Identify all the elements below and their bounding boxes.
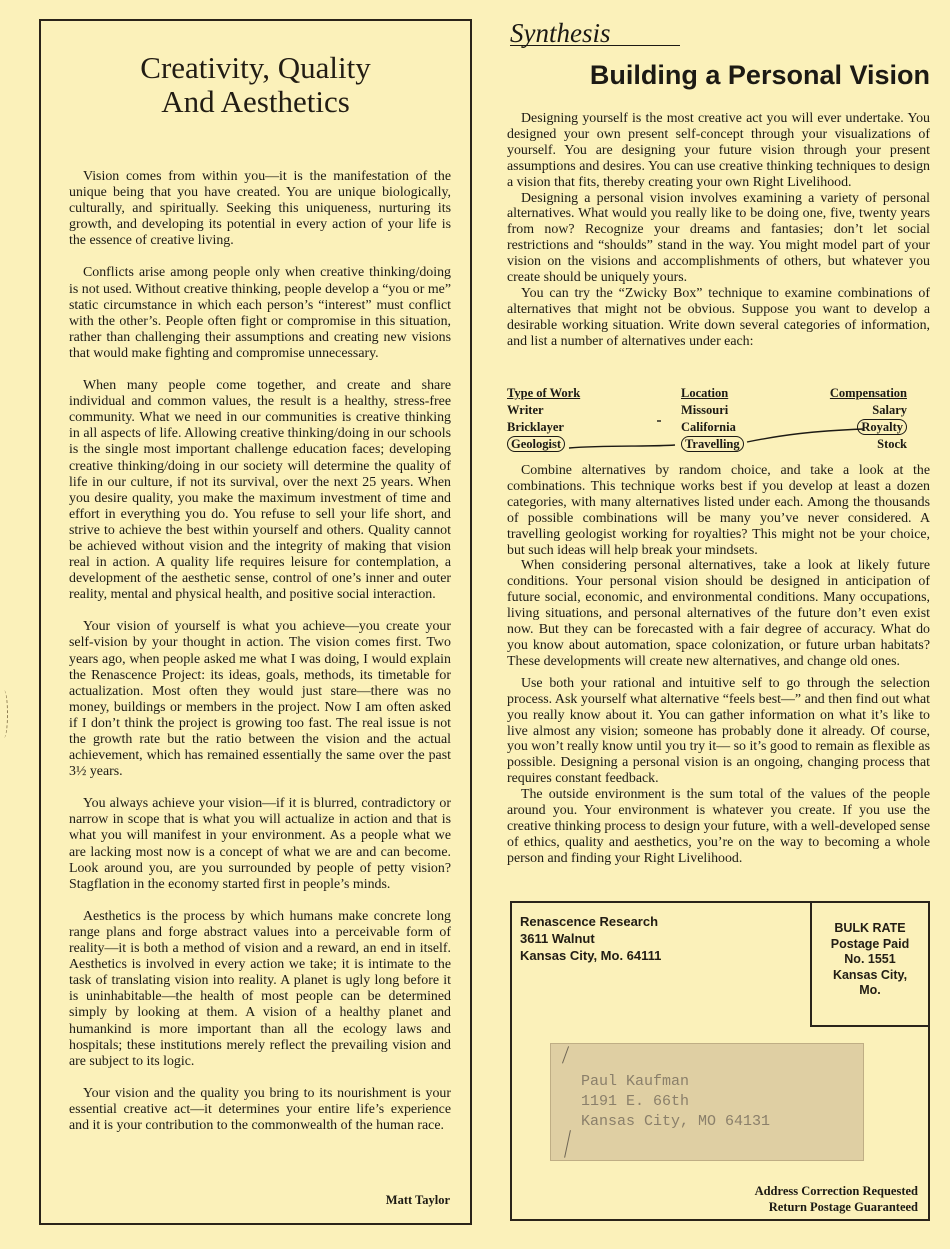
left-paragraph: Vision comes from within you—it is the manifestation of the unique being that you have created. You are unique biologically, culturally, and spiritually. Seeking this uniqueness, nurturing its growth, and developing its potential in every action of your life is the essence of creative living.: [69, 169, 451, 249]
left-paragraph: Conflicts arise among people only when creative thinking/doing is not used. Without creative thinking, people develop a “you or me” static circumstance in which each person’s “interest” must conflict with the other’s. People often fight or compromise in this situation, rather than challenging their assumptions and creating new visions that would make fighting and compromise unnecessary.: [69, 265, 451, 361]
zwicky-cell: Missouri: [681, 403, 729, 417]
recipient-street: 1191 E. 66th: [581, 1093, 690, 1110]
zwicky-cell: Writer: [507, 403, 544, 417]
right-paragraph: Designing a personal vision involves examining a variety of personal alternatives. What would you really like to be doing one, five, twenty years from now? Recognize your dreams and fantasies; don’t let social restrictions and “shoulds” stand in the way. You might model part of your vision on the visions and accomplishments of others, but whatever you create should be uniquely yours.: [507, 190, 930, 286]
left-title-line-2: And Aesthetics: [161, 84, 350, 119]
section-label: Synthesis: [510, 18, 611, 48]
zwicky-box-table: [507, 385, 907, 457]
left-paragraph: Aesthetics is the process by which humans make concrete long range plans and forge abstract values into a perceivable form of reality—it is both a method of vision and a reward, an end in itself. Aesthetics is involved in every action we take; it is intimate to the task of translating vision into reality. A planet is ugly long before it is uninhabitable—the health of most people can be determined simply by looking at them. A vision of a healthy planet and humankind is more important than all the ecology laws and hospitals; these institutions merely reflect the prevailing vision and are subject to its logic.: [69, 908, 451, 1069]
permit-line: No. 1551: [844, 952, 896, 966]
sender-name: Renascence Research: [520, 914, 659, 929]
sender-city: Kansas City, Mo. 64111: [520, 948, 662, 963]
left-article-title: [41, 51, 470, 119]
sender-street: 3611 Walnut: [520, 931, 595, 946]
pen-mark: [562, 1046, 570, 1064]
zwicky-cell: Bricklayer: [507, 420, 564, 434]
right-paragraph: You can try the “Zwicky Box” technique to examine combinations of alternatives that might not be obvious. Suppose you want to develop a desirable working situation. Write down several categories of information, and list a number of alternatives under each:: [507, 285, 930, 349]
right-article-body-top: [507, 111, 930, 350]
pen-mark: [564, 1130, 572, 1158]
zwicky-cell: California: [681, 420, 736, 434]
right-paragraph: The outside environment is the sum total of the values of the people around you. Your environment is whatever you create. If you use the creative thinking process to design your future, with a well-developed sense of ethics, quality and aesthetics, you’re on the way to becoming a whole person and finding your Right Livelihood.: [507, 787, 930, 866]
recipient-name: Paul Kaufman: [581, 1073, 690, 1090]
zwicky-cell-circled: Royalty: [857, 419, 907, 435]
zwicky-header: Compensation: [829, 386, 907, 400]
address-label: [550, 1043, 864, 1161]
right-paragraph: When considering personal alternatives, take a look at likely future conditions. Your personal vision should be designed in anticipation of future social, economic, and environmental conditions. Many occupations, living situations, and personal alternatives of the future don’t even exist now. But they can be forecasted with a fair degree of accuracy. What do you know about automation, space colonization, or future urban habitats? These developments will create new alternatives, and change old ones.: [507, 558, 930, 669]
left-article-box: [39, 19, 472, 1225]
author-signature: Matt Taylor: [385, 1193, 450, 1207]
right-article-body-bottom: [507, 463, 930, 867]
zwicky-column-compensation: [822, 385, 907, 453]
recipient-city: Kansas City, MO 64131: [581, 1113, 771, 1130]
zwicky-cell: Stock: [877, 437, 907, 451]
postage-permit: [810, 901, 930, 1027]
right-paragraph: Use both your rational and intuitive self to go through the selection process. Ask yourself what alternative “feels best—” and then find out what you really know about it. You can gather information on what it’s like to live almost any vision; someone has probably done it already. Of course, you won’t really know until you try it— so it’s good to remain as flexible as possible. Designing a personal vision is an ongoing, changing process that requires constant feedback.: [507, 675, 930, 787]
left-paragraph: Your vision of yourself is what you achieve—you create your self-vision by your thought in action. The vision comes first. Two years ago, when people asked me what I was doing, I would explain the Renascence Project: its ideas, goals, methods, its timetable for actualization. Most often they would just stare—there was no money, buildings or members in the project. Now I am often asked if I don’t think the project is growing too fast. The real issue is not the growth rate but the ratio between the vision and the actual achievement, which has remained essentially the same over the past 3½ years.: [69, 619, 451, 780]
section-underline: [510, 45, 680, 46]
zwicky-header: Type of Work: [507, 386, 581, 400]
margin-binding-mark: [0, 690, 8, 738]
permit-line: Postage Paid: [830, 936, 910, 951]
permit-line: Kansas City,: [832, 967, 908, 982]
right-paragraph: Designing yourself is the most creative act you will ever undertake. You designed your own present self-concept through your visualizations of yourself. You are designing your future vision through your present assumptions and desires. You can use creative thinking techniques to design a vision that fits, thereby creating your own Right Livelihood.: [507, 111, 930, 190]
right-paragraph: Combine alternatives by random choice, and take a look at the combinations. This technique works best if you develop at least a dozen categories, with many alternatives listed under each. Among the thousands of possible combinations will be many you’ve never considered. A travelling geologist working for royalties? This might not be your choice, but such ideas will help break your mindsets.: [507, 463, 930, 558]
left-title-line-1: Creativity, Quality: [140, 50, 371, 85]
permit-line: BULK RATE: [834, 921, 906, 935]
return-address: [520, 913, 661, 964]
left-paragraph: You always achieve your vision—if it is blurred, contradictory or narrow in scope that is what you will actualize in action and that is what you will manifest in your environment. As a people what we are lacking most now is a concept of what we are and can become. Look around you, are you surrounded by people of petty vision? Stagflation in the economy started first in people’s minds.: [69, 796, 451, 892]
zwicky-header: Location: [681, 386, 729, 400]
zwicky-cell: Salary: [872, 403, 907, 417]
postal-note-line: Address Correction Requested: [754, 1184, 918, 1198]
zwicky-column-work: [507, 385, 580, 453]
mailing-panel: [510, 901, 930, 1221]
postal-instructions: [755, 1183, 918, 1215]
zwicky-cell-circled: Travelling: [681, 436, 744, 452]
left-paragraph: Your vision and the quality you bring to its nourishment is your essential creative act—it determines your entire life’s experience and it is your contribution to the commonwealth of the human race.: [69, 1085, 451, 1133]
zwicky-cell-circled: Geologist: [507, 436, 565, 452]
postal-note-line: Return Postage Guaranteed: [768, 1200, 918, 1214]
right-article-title: Building a Personal Vision: [589, 60, 930, 90]
zwicky-column-location: [681, 385, 744, 453]
permit-line: Mo.: [859, 983, 881, 997]
left-paragraph: When many people come together, and create and share individual and common values, the result is a healthy, stress-free community. What we need in our communities is creative thinking in all aspects of life. Allowing creative thinking/doing in our schools is the single most important challenge education faces; developing creative thinking/doing in our society will determine the quality of life in our culture, if not its survival, over the next 25 years. When you desire quality, you make the maximum investment of time and effort in everything you do. You refuse to sell your life short, and strive to achieve the best within yourself and others. Quality cannot be achieved without vision and the integrity of making that vision real in action. A quality life requires leisure for contemplation, a development of the aesthetic sense, control of one’s inner and outer reality, mental and physical health, and positive social interaction.: [69, 378, 451, 603]
left-article-body: [69, 169, 451, 1150]
